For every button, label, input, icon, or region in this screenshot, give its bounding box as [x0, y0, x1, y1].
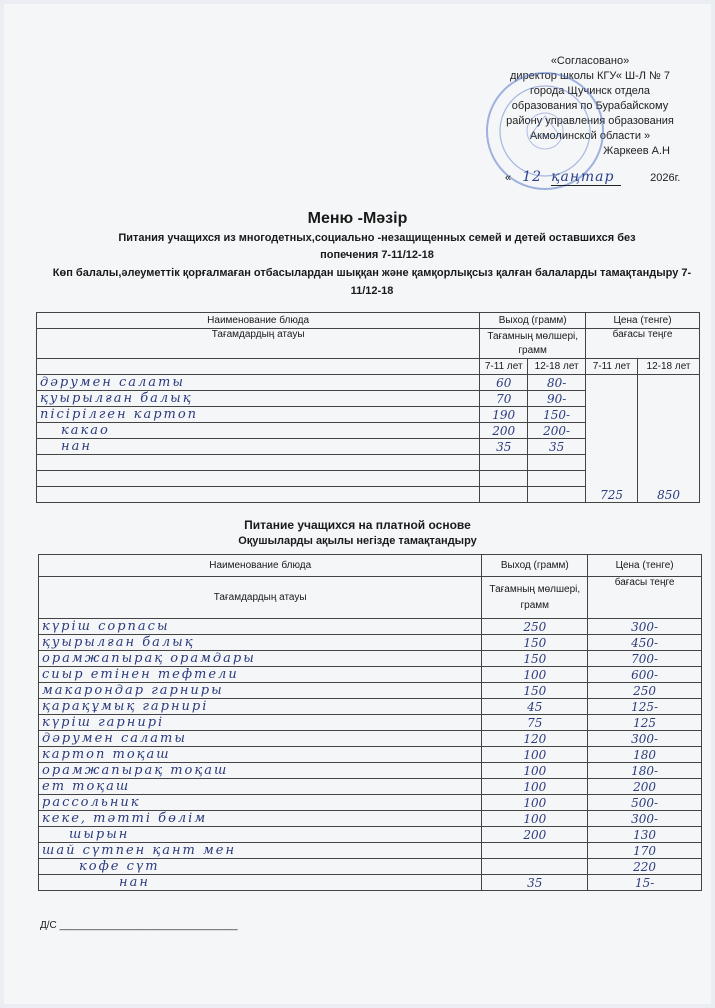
dish-yield: 100 [482, 667, 588, 683]
dish-yield: 100 [482, 779, 588, 795]
menu-table-free [36, 312, 700, 503]
price-total: 725 [586, 375, 638, 503]
dish-name: нан [39, 875, 482, 891]
dish-price: 180- [588, 763, 702, 779]
subtitle-ru: Питания учащихся из многодетных,социально -незащищенных семей и детей оставшихся без попечения 7-11/12-18 [118, 232, 636, 261]
date-quote: « [505, 172, 512, 184]
table-row [37, 375, 700, 391]
dish-price: 700- [588, 651, 702, 667]
approval-signer: Жаркеев А.Н [603, 145, 670, 157]
col-header-name-ru: Наименование блюда [39, 555, 482, 577]
section2-title-kz: Оқушыларды ақылы негізде тамақтандыру [238, 535, 477, 547]
col-header-name-kz: Тағамдардың атауы [39, 577, 482, 619]
col-header-price-ru: Цена (тенге) [588, 555, 702, 577]
footer-label: Д/С [40, 920, 57, 931]
date-year: 2026г. [650, 172, 681, 184]
dish-name: рассольник [39, 795, 482, 811]
dish-yield: 200- [528, 423, 586, 439]
dish-price: 500- [588, 795, 702, 811]
col-header-name-kz: Тағамдардың атауы [37, 329, 480, 359]
dish-name: қарақұмық гарнирі [39, 699, 482, 715]
dish-price: 250 [588, 683, 702, 699]
dish-price: 15- [588, 875, 702, 891]
dish-price: 180 [588, 747, 702, 763]
menu-table-paid [38, 554, 702, 891]
footer-line: ________________________________ [59, 920, 238, 931]
age-header: 12-18 лет [528, 359, 586, 375]
dish-name: дәрумен салаты [39, 731, 482, 747]
approval-line: «Согласовано» [550, 55, 630, 67]
dish-yield: 35 [480, 439, 528, 455]
dish-price: 300- [588, 731, 702, 747]
dish-name: қуырылған балық [39, 635, 482, 651]
table-row [39, 715, 702, 731]
dish-yield: 75 [482, 715, 588, 731]
approval-line: району управления образования [506, 115, 674, 127]
col-header-yield-ru: Выход (грамм) [482, 555, 588, 577]
dish-price: 300- [588, 811, 702, 827]
approval-line: директор школы КГУ« Ш-Л № 7 [510, 70, 670, 82]
table-row [39, 779, 702, 795]
dish-price: 220 [588, 859, 702, 875]
dish-price: 200 [588, 779, 702, 795]
dish-price: 125 [588, 715, 702, 731]
dish-yield: 60 [480, 375, 528, 391]
dish-name: кофе сүт [39, 859, 482, 875]
table-row [39, 843, 702, 859]
dish-yield: 100 [482, 795, 588, 811]
price-total: 850 [638, 375, 700, 503]
dish-yield: 150 [482, 635, 588, 651]
dish-price: 600- [588, 667, 702, 683]
age-header: 7-11 лет [586, 359, 638, 375]
dish-yield: 190 [480, 407, 528, 423]
section2-title-ru: Питание учащихся на платной основе [244, 518, 471, 532]
dish-yield: 250 [482, 619, 588, 635]
dish-name: сиыр етінен тефтели [39, 667, 482, 683]
col-header-price-ru: Цена (тенге) [586, 313, 700, 329]
approval-date-row [505, 169, 680, 186]
dish-name: ет тоқаш [39, 779, 482, 795]
dish-price: 450- [588, 635, 702, 651]
dish-name: күріш сорпасы [39, 619, 482, 635]
col-header-yield-ru: Выход (грамм) [480, 313, 586, 329]
dish-yield: 45 [482, 699, 588, 715]
table-row [39, 875, 702, 891]
dish-name: орамжапырақ орамдары [39, 651, 482, 667]
dish-price: 170 [588, 843, 702, 859]
table-row [39, 827, 702, 843]
col-header-name-ru: Наименование блюда [37, 313, 480, 329]
age-header: 7-11 лет [480, 359, 528, 375]
table-row [39, 651, 702, 667]
dish-name: какао [37, 423, 480, 439]
dish-name: кеке, тәтті бөлім [39, 811, 482, 827]
dish-yield: 80- [528, 375, 586, 391]
dish-name: картоп тоқаш [39, 747, 482, 763]
table-row [39, 811, 702, 827]
dish-name: шай сүтпен қант мен [39, 843, 482, 859]
dish-yield: 200 [482, 827, 588, 843]
dish-name: пісірілген картоп [37, 407, 480, 423]
dish-yield: 150 [482, 651, 588, 667]
table-row [39, 795, 702, 811]
dish-yield: 35 [528, 439, 586, 455]
col-header-price-kz: бағасы теңге [588, 577, 702, 619]
approval-line: города Щучинск отдела [529, 85, 651, 97]
table-row [39, 859, 702, 875]
dish-yield: 100 [482, 811, 588, 827]
dish-name: дәрумен салаты [37, 375, 480, 391]
dish-yield: 90- [528, 391, 586, 407]
approval-line: образования по Бурабайскому [511, 100, 669, 112]
dish-yield: 35 [482, 875, 588, 891]
table-row [39, 635, 702, 651]
table-row [39, 763, 702, 779]
dish-price: 300- [588, 619, 702, 635]
subtitle-kz: Көп балалы,әлеуметтік қорғалмаған отбасылардан шыққан және қамқорлықсыз қалған балаларды тамақтандыру 7-11/12-18 [52, 267, 692, 297]
dish-yield: 150- [528, 407, 586, 423]
dish-yield: 200 [480, 423, 528, 439]
table-row [39, 619, 702, 635]
dish-name: қуырылған балық [37, 391, 480, 407]
dish-price: 130 [588, 827, 702, 843]
dish-yield [482, 843, 588, 859]
col-header-yield-kz: Тағамның мөлшері, грамм [480, 329, 586, 359]
footer-signature [40, 920, 238, 931]
dish-yield: 120 [482, 731, 588, 747]
dish-name: күріш гарнирі [39, 715, 482, 731]
date-day: 12 [522, 169, 543, 185]
age-header: 12-18 лет [638, 359, 700, 375]
table-row [39, 667, 702, 683]
dish-yield [482, 859, 588, 875]
dish-yield: 70 [480, 391, 528, 407]
dish-yield: 150 [482, 683, 588, 699]
col-header-price-kz: бағасы теңге [586, 329, 700, 359]
table-row [39, 747, 702, 763]
dish-name: шырын [39, 827, 482, 843]
dish-yield: 100 [482, 747, 588, 763]
col-header-yield-kz: Тағамның мөлшері, грамм [482, 577, 588, 619]
dish-name: орамжапырақ тоқаш [39, 763, 482, 779]
date-month: қаңтар [551, 169, 621, 186]
table-row [39, 683, 702, 699]
dish-name: макарондар гарниры [39, 683, 482, 699]
table-row [39, 731, 702, 747]
dish-name: нан [37, 439, 480, 455]
page-title: Меню -Мәзір [307, 210, 408, 227]
dish-yield: 100 [482, 763, 588, 779]
dish-price: 125- [588, 699, 702, 715]
table-row [39, 699, 702, 715]
approval-line: Акмолинской области » [529, 130, 651, 142]
